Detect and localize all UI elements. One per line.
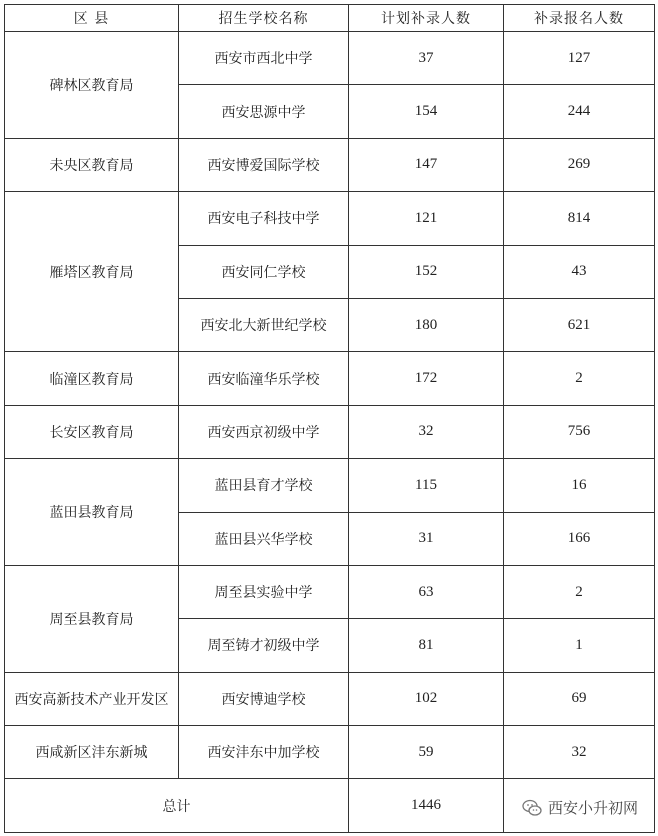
table-row <box>5 405 655 458</box>
school-cell: 西安西京初级中学 <box>179 405 349 458</box>
header-row <box>5 5 655 32</box>
planned-cell: 121 <box>349 192 504 245</box>
table-row <box>5 138 655 191</box>
school-cell: 西安同仁学校 <box>179 245 349 298</box>
total-label: 总计 <box>5 779 349 832</box>
table-row <box>5 459 655 512</box>
school-cell: 西安临潼华乐学校 <box>179 352 349 405</box>
applied-cell: 16 <box>504 459 655 512</box>
school-cell: 西安博迪学校 <box>179 672 349 725</box>
school-cell: 周至铸才初级中学 <box>179 619 349 672</box>
header-applied: 补录报名人数 <box>504 5 655 32</box>
header-planned: 计划补录人数 <box>349 5 504 32</box>
school-cell: 蓝田县育才学校 <box>179 459 349 512</box>
school-cell: 西安沣东中加学校 <box>179 726 349 779</box>
planned-cell: 81 <box>349 619 504 672</box>
watermark-text: 西安小升初网 <box>547 799 638 817</box>
applied-cell: 2 <box>504 565 655 618</box>
school-cell: 西安博爱国际学校 <box>179 138 349 191</box>
applied-cell: 244 <box>504 85 655 138</box>
district-cell: 周至县教育局 <box>5 565 179 672</box>
applied-cell: 69 <box>504 672 655 725</box>
header-school: 招生学校名称 <box>179 5 349 32</box>
planned-cell: 152 <box>349 245 504 298</box>
district-cell: 未央区教育局 <box>5 138 179 191</box>
planned-cell: 147 <box>349 138 504 191</box>
applied-cell: 756 <box>504 405 655 458</box>
applied-cell: 269 <box>504 138 655 191</box>
table-row <box>5 565 655 618</box>
district-cell: 西咸新区沣东新城 <box>5 726 179 779</box>
school-cell: 西安思源中学 <box>179 85 349 138</box>
planned-cell: 172 <box>349 352 504 405</box>
header-district: 区 县 <box>5 5 179 32</box>
planned-cell: 154 <box>349 85 504 138</box>
table-row <box>5 352 655 405</box>
school-cell: 西安北大新世纪学校 <box>179 298 349 351</box>
planned-cell: 63 <box>349 565 504 618</box>
planned-cell: 31 <box>349 512 504 565</box>
applied-cell: 43 <box>504 245 655 298</box>
district-cell: 碑林区教育局 <box>5 32 179 139</box>
planned-cell: 180 <box>349 298 504 351</box>
applied-cell: 1 <box>504 619 655 672</box>
district-cell: 临潼区教育局 <box>5 352 179 405</box>
watermark <box>518 795 642 820</box>
planned-cell: 32 <box>349 405 504 458</box>
admission-table <box>4 4 655 833</box>
planned-cell: 102 <box>349 672 504 725</box>
table-row <box>5 672 655 725</box>
district-cell: 西安高新技术产业开发区 <box>5 672 179 725</box>
planned-cell: 115 <box>349 459 504 512</box>
school-cell: 西安电子科技中学 <box>179 192 349 245</box>
school-cell: 西安市西北中学 <box>179 32 349 85</box>
applied-cell: 621 <box>504 298 655 351</box>
total-planned: 1446 <box>349 779 504 832</box>
district-cell: 雁塔区教育局 <box>5 192 179 352</box>
planned-cell: 37 <box>349 32 504 85</box>
school-cell: 蓝田县兴华学校 <box>179 512 349 565</box>
district-cell: 长安区教育局 <box>5 405 179 458</box>
planned-cell: 59 <box>349 726 504 779</box>
wechat-icon <box>522 798 542 818</box>
applied-cell: 2 <box>504 352 655 405</box>
applied-cell: 32 <box>504 726 655 779</box>
district-cell: 蓝田县教育局 <box>5 459 179 566</box>
table-row <box>5 32 655 85</box>
applied-cell: 166 <box>504 512 655 565</box>
applied-cell: 814 <box>504 192 655 245</box>
applied-cell: 127 <box>504 32 655 85</box>
table-row <box>5 192 655 245</box>
school-cell: 周至县实验中学 <box>179 565 349 618</box>
table-row <box>5 726 655 779</box>
table-body <box>5 32 655 833</box>
